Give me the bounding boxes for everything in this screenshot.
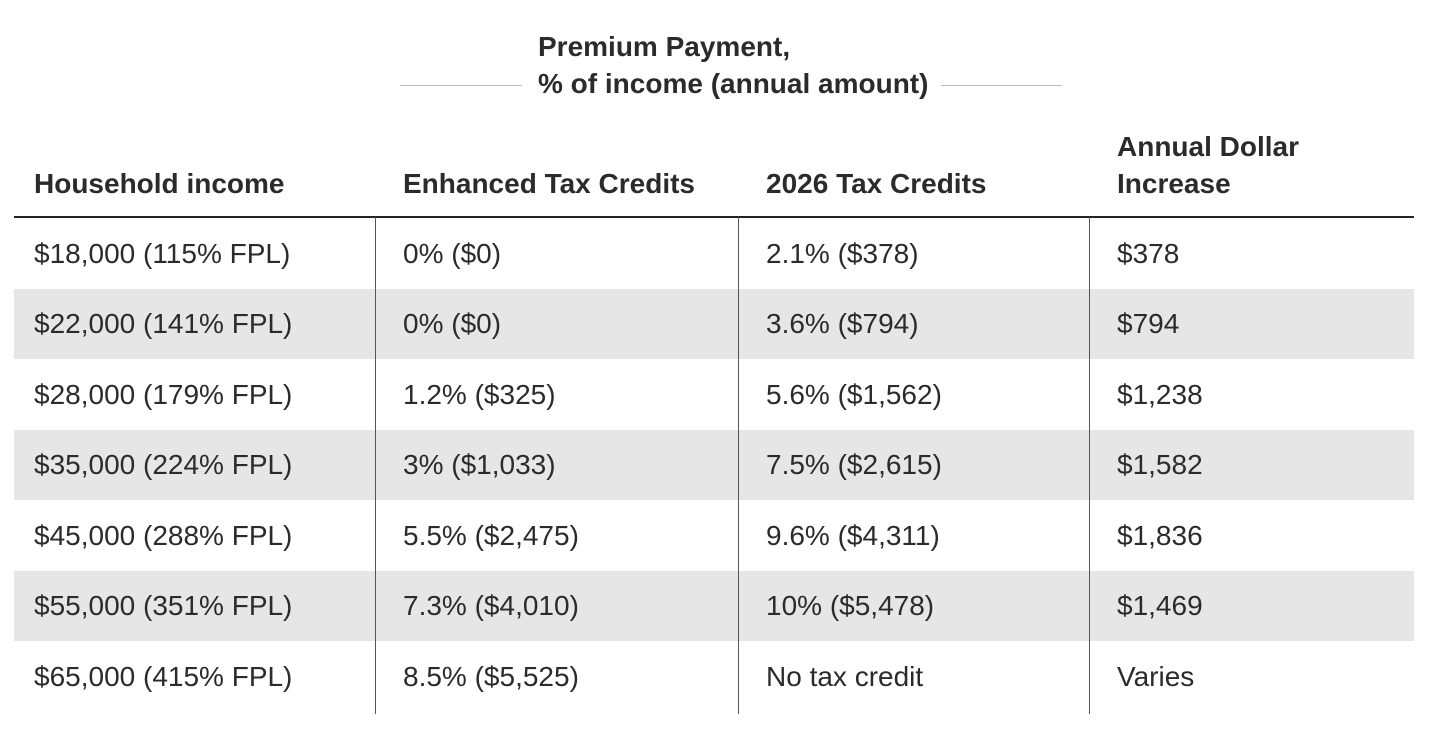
column-header-label-line2: Increase (1117, 168, 1231, 199)
table-row (14, 430, 1414, 501)
cell-annual-dollar-increase: $1,469 (1117, 590, 1203, 622)
cell-household-income: $45,000 (288% FPL) (34, 519, 293, 551)
group-header-line1: Premium Payment, (538, 31, 791, 62)
premium-payment-table (14, 128, 1414, 712)
cell-household-income: $22,000 (141% FPL) (34, 308, 293, 340)
premium-payment-group-header (400, 28, 1062, 108)
table-row (14, 571, 1414, 642)
cell-enhanced-tax-credits: 7.3% ($4,010) (403, 590, 579, 622)
cell-2026-tax-credits: 3.6% ($794) (766, 308, 919, 340)
table-row (14, 289, 1414, 360)
column-header-label: 2026 Tax Credits (766, 168, 987, 199)
cell-enhanced-tax-credits: 8.5% ($5,525) (403, 660, 579, 692)
cell-annual-dollar-increase: $1,582 (1117, 449, 1203, 481)
group-header-line2: % of income (annual amount) (538, 68, 929, 99)
column-divider (1089, 217, 1090, 714)
table-header-row (14, 128, 1414, 218)
cell-2026-tax-credits: 9.6% ($4,311) (766, 519, 940, 551)
column-header-enhanced-tax-credits (403, 165, 695, 202)
cell-2026-tax-credits: 2.1% ($378) (766, 237, 919, 269)
cell-annual-dollar-increase: $378 (1117, 237, 1180, 269)
cell-household-income: $28,000 (179% FPL) (34, 378, 293, 410)
group-header-title (538, 28, 928, 102)
group-header-rule-left (400, 85, 522, 86)
cell-household-income: $55,000 (351% FPL) (34, 590, 293, 622)
cell-enhanced-tax-credits: 0% ($0) (403, 237, 502, 269)
column-header-label: Enhanced Tax Credits (403, 168, 696, 199)
cell-2026-tax-credits: 7.5% ($2,615) (766, 449, 942, 481)
cell-2026-tax-credits: 10% ($5,478) (766, 590, 935, 622)
table-row (14, 641, 1414, 712)
cell-annual-dollar-increase: $1,836 (1117, 519, 1203, 551)
cell-2026-tax-credits: No tax credit (766, 660, 924, 692)
column-header-2026-tax-credits (766, 165, 987, 202)
table-row (14, 500, 1414, 571)
column-divider (375, 217, 376, 714)
column-header-label-line1: Annual Dollar (1117, 131, 1300, 162)
cell-household-income: $65,000 (415% FPL) (34, 660, 293, 692)
cell-enhanced-tax-credits: 5.5% ($2,475) (403, 519, 579, 551)
cell-household-income: $35,000 (224% FPL) (34, 449, 293, 481)
cell-annual-dollar-increase: Varies (1117, 660, 1195, 692)
group-header-rule-right (941, 85, 1062, 86)
cell-household-income: $18,000 (115% FPL) (34, 237, 291, 269)
cell-annual-dollar-increase: $794 (1117, 308, 1180, 340)
column-header-household-income (34, 165, 284, 202)
table-row (14, 359, 1414, 430)
cell-enhanced-tax-credits: 0% ($0) (403, 308, 502, 340)
column-header-label: Household income (34, 168, 285, 199)
table-row (14, 218, 1414, 289)
cell-enhanced-tax-credits: 1.2% ($325) (403, 378, 556, 410)
column-header-annual-dollar-increase (1117, 128, 1299, 202)
cell-2026-tax-credits: 5.6% ($1,562) (766, 378, 942, 410)
cell-enhanced-tax-credits: 3% ($1,033) (403, 449, 556, 481)
cell-annual-dollar-increase: $1,238 (1117, 378, 1203, 410)
column-divider (738, 217, 739, 714)
